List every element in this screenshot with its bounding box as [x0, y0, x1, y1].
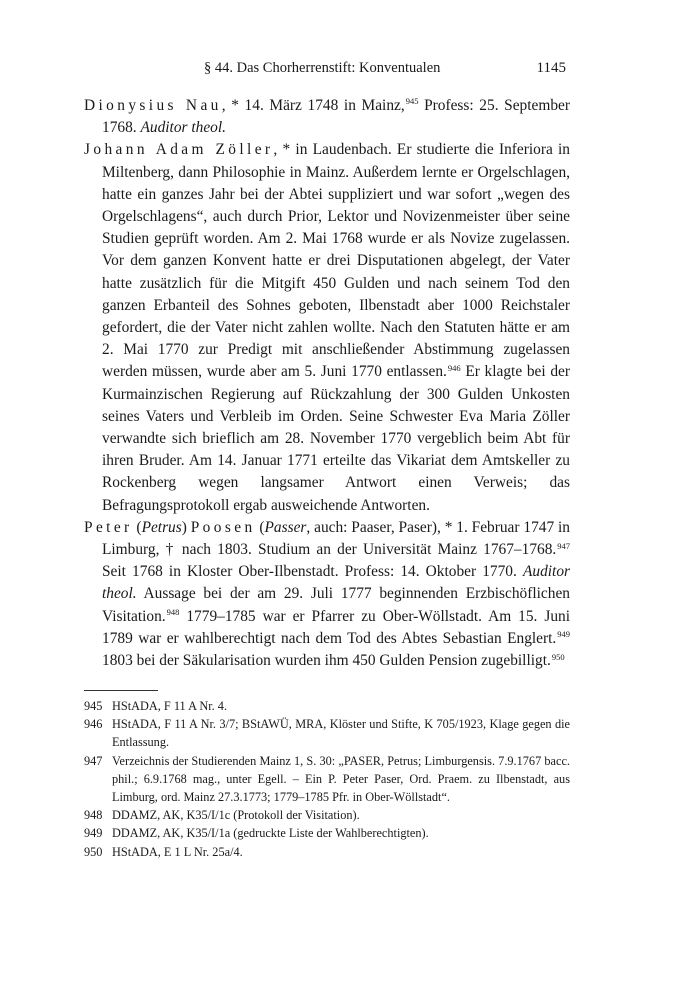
entry-text: Seit 1768 in Kloster Ober-Ilbenstadt. Profess: 14. Oktober 1770.: [102, 563, 523, 581]
footnote-ref[interactable]: 947: [557, 540, 570, 551]
entry-text: ): [181, 518, 191, 536]
page-number: 1145: [536, 60, 566, 76]
footnote-ref[interactable]: 945: [405, 96, 419, 107]
footnote-text: HStADA, F 11 A Nr. 4.: [112, 699, 228, 713]
entry-text: Profess: 25. September 1768.: [102, 97, 570, 137]
footnote-number: 947: [84, 753, 103, 768]
footnote-ref[interactable]: 946: [447, 362, 461, 373]
footnote-text: DDAMZ, AK, K35/I/1c (Protokoll der Visitation).: [112, 808, 360, 823]
entry-text: , * 14. März 1748 in Mainz,: [221, 97, 405, 114]
footnote: [84, 824, 570, 842]
footnotes: [84, 697, 570, 861]
footnote-text: DDAMZ, AK, K35/I/1a (gedruckte Liste der Wahlberechtigten).: [112, 826, 429, 841]
entry-text: (: [255, 518, 265, 536]
footnote-number: 946: [84, 717, 103, 732]
footnote-ref[interactable]: 948: [166, 607, 180, 618]
entry-text: , * in Laudenbach. Er studierte die Inferiora in Miltenberg, dann Philosophie in Mainz. Außerdem lernte er Orgelschlagen, hatte ein ganzes Jahr bei der Abtei suppliziert und war sofort „wegen des Orgelschlagens“, auch durch Prior, Lektor und Novizenmeister über seine Studien geprüft worden. Am 2. Mai 1768 wurde er als Novize zugelassen. Vor dem ganzen Konvent hatte er drei Disputationen abgelegt, der Vater hatte zusätzlich für die Mitgift 450 Gulden und nach seinem Tod den ganzen Erbanteil des Sohnes geboten, Ilbenstadt aber 1000 Reichstaler gefordert, die der Vater nicht zahlen wollte. Nach den Statuten hätte er am 2. Mai 1770 zur Predigt mit anschließender Abstimmung zugelassen werden müssen, wurde aber am 5. Juni 1770 entlassen.: [102, 141, 570, 381]
footnote-number: 945: [84, 699, 103, 713]
person-name: Peter: [84, 518, 133, 536]
footnote: [84, 752, 570, 807]
entry-text: Er klagte bei der Kurmainzischen Regierung auf Rückzahlung der 300 Gulden Unkosten seines Vaters und Verbleib im Orden. Seine Schwester Eva Maria Zöller verwandte sich brieflich am 28. November 1770 vergeblich beim Abt für ihren Bruder. Am 14. Januar 1771 erteilte das Vikariat dem Amtskeller zu Rockenberg wegen langsamer Antwort einen Verweis; das Befragungsprotokoll ergab ausweichende Antworten.: [102, 363, 570, 514]
footnote: [84, 715, 570, 751]
entry-text: Aussage bei der am 29. Juli 1777 beginnenden Erzbischöflichen Visitation.: [102, 585, 570, 625]
entry-zoeller: [84, 139, 570, 516]
footnote-ref[interactable]: 950: [551, 651, 565, 662]
person-name: Dionysius Nau: [84, 97, 222, 114]
person-name: Poosen: [190, 518, 256, 536]
footnote: [84, 843, 570, 861]
footnote-number: 950: [84, 844, 103, 859]
entry-italic-text: Auditor theol.: [140, 119, 226, 137]
entry-text: 1803 bei der Säkularisation wurden ihm 450 Gulden Pension zugebilligt.: [102, 652, 551, 670]
footnote-text: HStADA, F 11 A Nr. 3/7; BStAWÜ, MRA, Klöster und Stifte, K 705/1923, Klage gegen die Entlassung.: [112, 717, 570, 750]
running-header: [84, 60, 570, 82]
person-name: Johann Adam Zöller: [84, 141, 274, 159]
entry-text: 1779–1785 war er Pfarrer zu Ober-Wöllstadt. Am 15. Juni 1789 war er wahlberechtigt nach dem Tod des Abtes Sebastian Englert.: [102, 607, 570, 647]
entry-italic-text: Auditor theol.: [102, 563, 570, 603]
entry-text: , auch: Paaser, Paser), * 1. Februar 1747 in Limburg, † nach 1803. Studium an der Universität Mainz 1767–1768.: [102, 518, 570, 559]
footnote: [84, 806, 570, 824]
footnote-number: 948: [84, 808, 103, 823]
main-text: [84, 95, 570, 672]
entry-italic-text: Petrus: [141, 518, 182, 536]
footnote-divider: [84, 690, 158, 691]
footnote-text: Verzeichnis der Studierenden Mainz 1, S. 30: „PASER, Petrus; Limburgensis. 7.9.1767 bacc. phil.; 6.9.1768 mag., unter Egell. – Ein P. Peter Paser, Ord. Praem. zu Ilbenstadt, aus Limburg, ord. Mainz 27.3.1773; 1779–1785 Pfr. in Ober-Wöllstadt“.: [112, 753, 570, 805]
footnote-ref[interactable]: 949: [557, 629, 570, 640]
entry-italic-text: Passer: [264, 518, 307, 536]
footnote: [84, 697, 570, 715]
entry-nau: [84, 95, 570, 139]
running-header-section: § 44. Das Chorherrenstift: Konventualen: [204, 60, 441, 76]
footnote-text: HStADA, E 1 L Nr. 25a/4.: [112, 844, 243, 859]
footnote-number: 949: [84, 826, 103, 841]
entry-poosen: [84, 517, 570, 672]
entry-text: (: [132, 518, 142, 536]
